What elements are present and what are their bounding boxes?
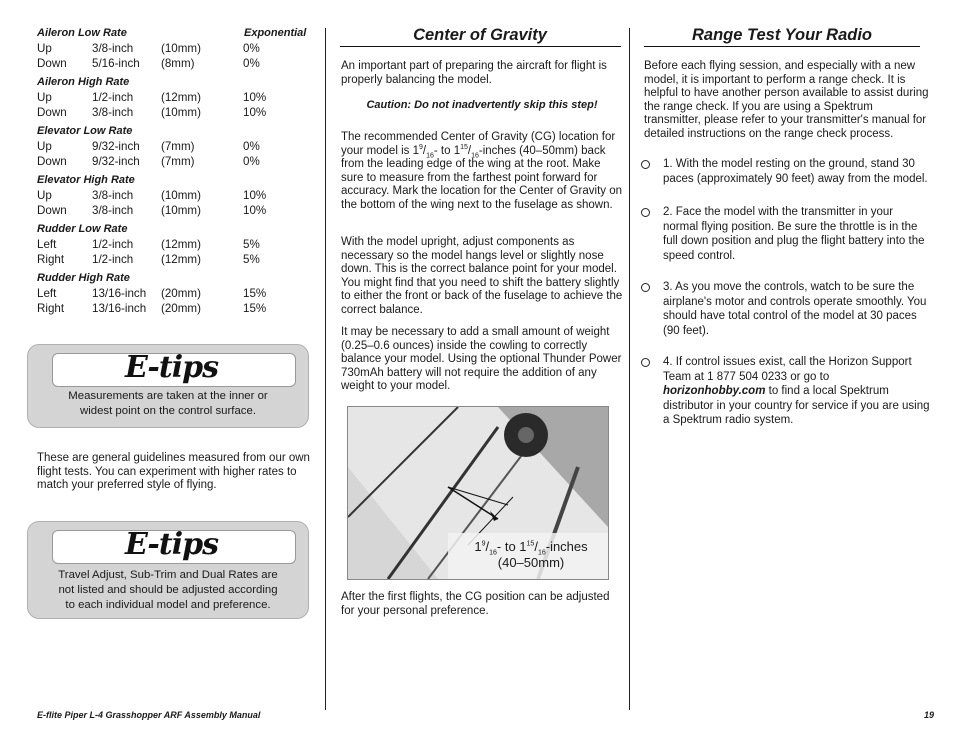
checkbox-icon[interactable]: [641, 208, 650, 217]
cg-paragraph: With the model upright, adjust components as necessary so the model hangs level or slightly nose down. This is the correct balance point for your model. You might find that you need to shift the battery slightly to either the front or back of the fuselage to achieve the correct balance.: [341, 236, 623, 316]
rate-row: Up 1/2-inch (12mm) 10%: [37, 91, 267, 104]
rate-row: Left 13/16-inch (20mm) 15%: [37, 287, 267, 300]
rate-row: Down 9/32-inch (7mm) 0%: [37, 154, 260, 168]
cg-location-paragraph: The recommended Center of Gravity (CG) location for your model is $1^9/_{16}-$ to $1^{15}/_{16}$-inches (40–50mm) back from the leading edge of the wing at the root. Make sure to measure from the farthest point forward for accuracy. Mark the location for the Center of Gravity on the bottom of the wing next to the fuselage as shown.: [341, 131, 623, 211]
cg-photo: [347, 406, 609, 580]
etips-box: [27, 344, 309, 428]
rates-table: [37, 26, 317, 316]
rates-section-header: Elevator Low Rate: [37, 125, 133, 137]
rate-row: Up 3/8-inch (10mm) 10%: [37, 189, 267, 202]
rate-row: Right 1/2-inch (12mm) 5%: [37, 252, 260, 266]
cg-caution: Caution: Do not inadvertently skip this step!: [366, 99, 598, 111]
etips-logo: E-tips: [125, 350, 218, 385]
column-divider-1: [325, 28, 326, 710]
rates-section-header: Aileron Low Rate Exponential: [37, 27, 307, 39]
etips-text: Travel Adjust, Sub-Trim and Dual Rates are not listed and should be adjusted according to each individual model and preference.: [58, 569, 278, 611]
rates-section-header: Rudder High Rate: [37, 272, 130, 284]
page-number: 19: [924, 710, 935, 720]
range-heading-rule: [644, 46, 920, 47]
rate-row: Right 13/16-inch (20mm) 15%: [37, 301, 267, 315]
range-heading: Range Test Your Radio: [691, 26, 872, 44]
cg-paragraph: After the first flights, the CG position can be adjusted for your personal preference.: [341, 591, 610, 617]
etips-text: Measurements are taken at the inner or widest point on the control surface.: [68, 390, 268, 417]
etips-logo: E-tips: [125, 527, 218, 562]
etips-banner: [52, 350, 296, 387]
checkbox-icon[interactable]: [641, 160, 650, 169]
footer-title: E-flite Piper L-4 Grasshopper ARF Assembly Manual: [37, 710, 261, 720]
rates-section-header: Aileron High Rate: [37, 76, 130, 88]
horizon-link[interactable]: horizonhobby.com: [663, 385, 766, 397]
cg-paragraph: It may be necessary to add a small amount of weight (0.25–0.6 ounces) inside the cowling to correctly balance your model. Using the optional Thunder Power 730mAh battery will not require the addition of any weight to your model.: [341, 326, 622, 392]
checkbox-icon[interactable]: [641, 358, 650, 367]
etips-box: [27, 521, 309, 619]
cg-heading: Center of Gravity: [413, 26, 547, 44]
cg-paragraph: An important part of preparing the aircraft for flight is properly balancing the model.: [341, 60, 607, 86]
rate-row: Up 3/8-inch (10mm) 0%: [37, 42, 260, 55]
rates-section-header: Rudder Low Rate: [37, 223, 128, 235]
cg-heading-rule: [340, 46, 621, 47]
column-divider-2: [629, 28, 630, 710]
rate-row: Down 3/8-inch (10mm) 10%: [37, 105, 267, 119]
rate-row: Down 5/16-inch (8mm) 0%: [37, 56, 260, 70]
checkbox-icon[interactable]: [641, 283, 650, 292]
exponential-header: Exponential: [244, 27, 307, 39]
rates-section-header: Elevator High Rate: [37, 174, 135, 186]
photo-caption: $1^9/_{16}-$ to $1^{15}/_{16}$-inches (40–50mm): [474, 539, 588, 570]
etips-banner: [52, 527, 296, 564]
rate-row: Down 3/8-inch (10mm) 10%: [37, 203, 267, 217]
rate-row: Left 1/2-inch (12mm) 5%: [37, 238, 260, 251]
guidelines-paragraph: These are general guidelines measured from our own flight tests. You can experiment with higher rates to match your preferred style of flying.: [37, 452, 310, 491]
range-intro: Before each flying session, and especially with a new model, it is important to perform a range check. It is helpful to have another person available to assist during the range check. If you are using a Spektrum transmitter, please refer to your transmitter's manual for detailed instructions on the range check process.: [644, 60, 929, 140]
rate-row: Up 9/32-inch (7mm) 0%: [37, 140, 260, 153]
